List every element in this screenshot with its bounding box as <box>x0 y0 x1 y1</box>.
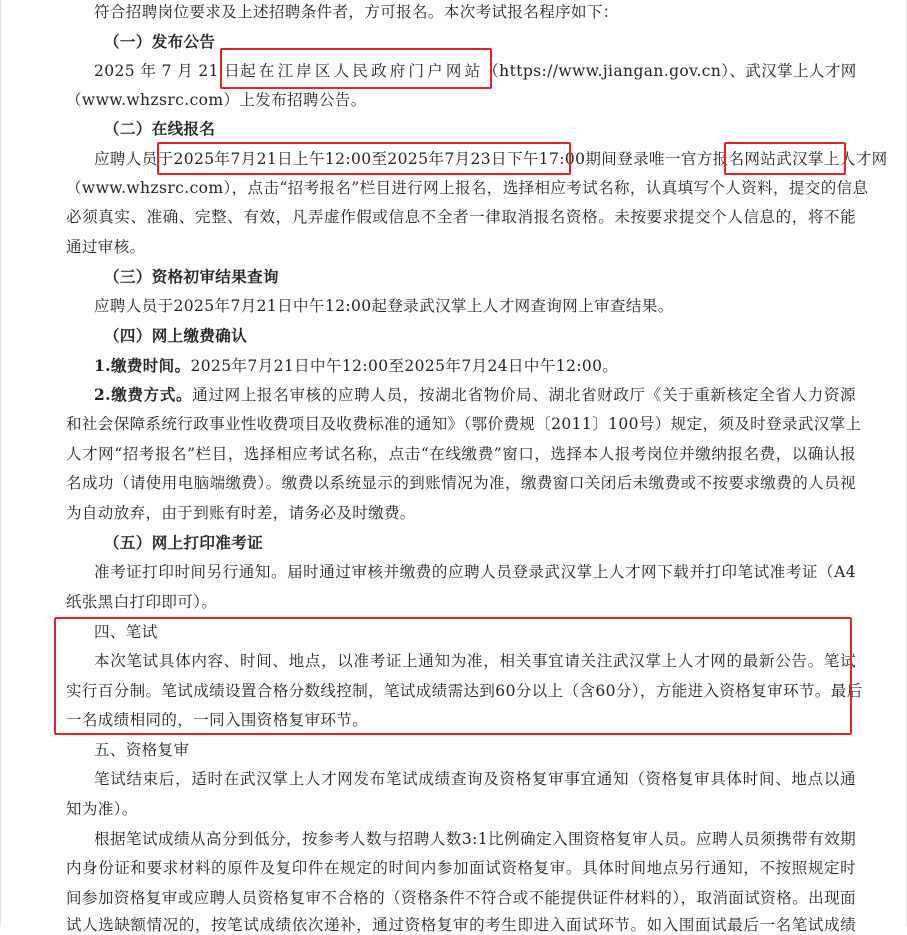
paragraph-line <box>94 385 856 405</box>
paragraph-line: 名成功（请使用电脑端缴费）。缴费以系统显示的到账情况为准，缴费窗口关闭后未缴费或不按要求缴费的人员视 <box>66 474 856 492</box>
paragraph-line: （www.whzsrc.com），点击“招考报名”栏目进行网上报名，选择相应考试名称，认真填写个人资料，提交的信息 <box>66 179 869 197</box>
paragraph-line: 准考证打印时间另行通知。届时通过审核并缴费的应聘人员登录武汉掌上人才网下载并打印笔试准考证（A4 <box>94 563 856 581</box>
paragraph-line: 纸张黑白打印即可）。 <box>66 593 218 611</box>
paragraph-line: 内身份证和要求材料的原件及复印件在规定的时间内参加面试资格复审。具体时间地点另行通知，不按照规定时 <box>66 859 856 877</box>
paragraph-line: 人才网“招考报名”栏目，选择相应考试名称，点击“在线缴费”窗口，选择本人报考岗位并缴纳报名费，以确认报 <box>66 445 856 463</box>
section-heading-publish: （一）发布公告 <box>104 32 216 51</box>
text-span: 登录唯一官方报名网站 <box>617 150 777 168</box>
paragraph-line: 和社会保障系统行政事业性收费项目及收费标准的通知》（鄂价费规〔2011〕100号）规定，须及时登录武汉掌上 <box>66 415 862 433</box>
paragraph-line <box>94 356 856 376</box>
paragraph-line: 间参加资格复审或应聘人员资格复审不合格的（资格条件不符合或不能提供证件材料的），取消面试资格。出现面 <box>66 889 856 907</box>
paragraph-line: 笔试结束后，适时在武汉掌上人才网发布笔试成绩查询及资格复审事宜通知（资格复审具体时间、地点以通 <box>94 770 856 788</box>
paragraph-line: （www.whzsrc.com）上发布招聘公告。 <box>66 91 367 109</box>
date-text: 2025 年 7 月 21 日 <box>94 62 241 80</box>
portal-url-text: （https://www.jiangan.gov.cn）、武汉掌上人才网 <box>483 62 857 80</box>
paragraph-line: 知为准）。 <box>66 800 138 818</box>
paragraph-line: 必须真实、准确、完整、有效，凡弄虚作假或信息不全者一律取消报名资格。未按要求提交个人信息的，将不能 <box>66 208 856 226</box>
paragraph-line: 应聘人员于2025年7月21日中午12:00起登录武汉掌上人才网查询网上审查结果。 <box>94 297 674 315</box>
paragraph-line: 本次笔试具体内容、时间、地点，以准考证上通知为准，相关事宜请关注武汉掌上人才网的最新公告。笔试 <box>94 652 856 670</box>
text-span: 通过网上报名审核的应聘人员，按湖北省物价局、湖北省财政厅《关于重新核定全省人力资源 <box>192 386 857 404</box>
paragraph-line <box>94 61 856 81</box>
paragraph-line: 符合招聘岗位要求及上述招聘条件者，方可报名。本次考试报名程序如下： <box>94 3 619 21</box>
text-span: 2025年7月21日中午12:00至2025年7月24日中午12:00。 <box>190 357 619 375</box>
portal-name-text: 起在江岸区人民政府门户网站 <box>240 62 484 80</box>
registration-period-text: 于2025年7月21日上午12:00至2025年7月23日下午17:00期间 <box>157 150 618 168</box>
paragraph-line: 通过审核。 <box>66 238 146 256</box>
section-heading-payment: （四）网上缴费确认 <box>104 326 248 345</box>
section-heading-admission-ticket: （五）网上打印准考证 <box>104 533 264 552</box>
paragraph-line: 一名成绩相同的，一同入围资格复审环节。 <box>66 711 369 729</box>
paragraph-line: 实行百分制。笔试成绩设置合格分数线控制，笔试成绩需达到60分以上（含60分），方能进入资格复审环节。最后 <box>66 682 863 700</box>
paragraph-line: 试人选缺额情况的，按笔试成绩依次递补，通过资格复审的考生即进入面试环节。如入围面试最后一名笔试成绩 <box>66 916 856 934</box>
site-name-text: 武汉掌上人才网 <box>776 150 888 168</box>
paragraph-line: 根据笔试成绩从高分到低分，按参考人数与招聘人数3:1比例确定入围资格复审人员。应聘人员须携带有效期 <box>94 830 856 848</box>
item-title: 1.缴费时间。 <box>94 356 191 375</box>
page-border-left <box>0 0 1 926</box>
section-heading-qualification-review: 五、资格复审 <box>94 741 190 759</box>
section-heading-preliminary-review: （三）资格初审结果查询 <box>104 267 279 286</box>
item-title: 2.缴费方式。 <box>94 385 193 404</box>
section-heading-written-exam: 四、笔试 <box>94 623 158 641</box>
text-span: 应聘人员 <box>94 150 158 168</box>
section-heading-online-registration: （二）在线报名 <box>104 119 216 138</box>
paragraph-line <box>94 149 888 169</box>
paragraph-line: 为自动放弃，由于到账有时差，请务必及时缴费。 <box>66 504 416 522</box>
